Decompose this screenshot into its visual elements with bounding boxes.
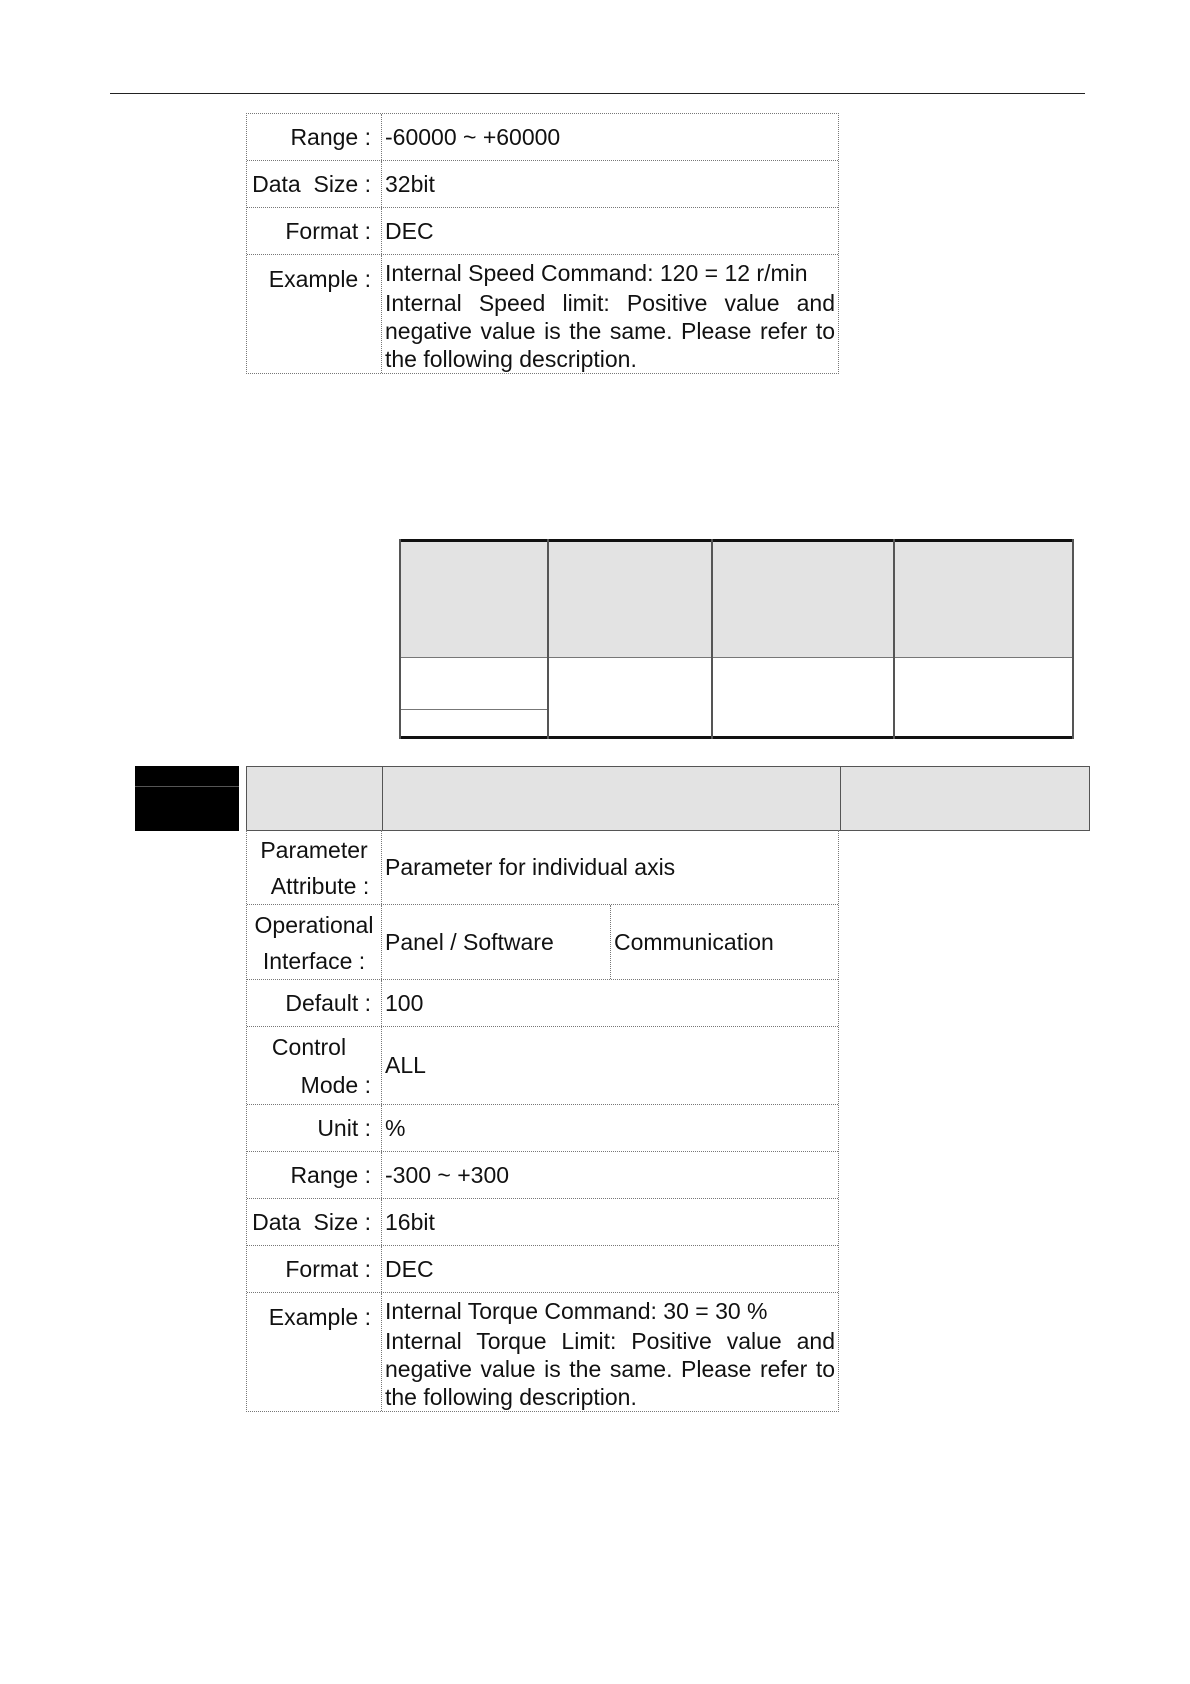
- example-text: Internal Speed limit: Positive value and negative value is the same. Please refer to the following description.: [385, 290, 835, 372]
- grid-top-border: [399, 539, 1074, 542]
- blank-grid-table: [399, 539, 1074, 739]
- header-cell-2: [382, 766, 841, 831]
- grid-header-bottom: [399, 657, 1074, 658]
- example2-value: [382, 1293, 838, 1411]
- example2-row: [247, 1293, 838, 1411]
- data-size-row: [247, 161, 838, 208]
- control-mode-label-line1: Control: [271, 1034, 347, 1060]
- range2-value: -300 ~ +300: [385, 1161, 510, 1188]
- attribute-label-line1: Parameter: [260, 837, 368, 863]
- range-row: [247, 114, 838, 161]
- control-mode-row: [247, 1027, 838, 1105]
- header-cell-3: [840, 766, 1090, 831]
- unit-label: Unit :: [247, 1105, 382, 1151]
- grid-header-bg: [399, 541, 1074, 658]
- unit-row: [247, 1105, 838, 1152]
- example2-line1: Internal Torque Command: 30 = 30 %: [385, 1298, 768, 1324]
- parameter-code-block: [135, 766, 239, 831]
- example-row: [247, 255, 838, 373]
- interface-label-line2: Interface :: [262, 948, 366, 974]
- format-value: DEC: [385, 217, 434, 244]
- grid-col-line-4: [1072, 539, 1074, 739]
- default-value: 100: [385, 989, 424, 1016]
- range-label: Range :: [247, 114, 382, 160]
- top-rule: [110, 93, 1085, 94]
- example-value: [382, 255, 838, 373]
- default-row: [247, 980, 838, 1027]
- control-mode-label-line2: Mode :: [300, 1072, 371, 1098]
- interface-value-comm: Communication: [614, 928, 774, 955]
- attribute-value: Parameter for individual axis: [385, 853, 676, 880]
- format-label: Format :: [247, 208, 382, 254]
- torque-parameter-table: [246, 830, 839, 1412]
- grid-col-line-1: [547, 539, 549, 739]
- format2-label: Format :: [247, 1246, 382, 1292]
- example-label: Example :: [247, 255, 382, 373]
- default-label: Default :: [247, 980, 382, 1026]
- grid-col-line-2: [711, 539, 713, 739]
- interface-value-panel: Panel / Software: [382, 905, 611, 979]
- grid-col-line-0: [399, 539, 401, 739]
- speed-parameter-table: [246, 113, 839, 374]
- example-line1: Internal Speed Command: 120 = 12 r/min: [385, 260, 808, 286]
- interface-row: [247, 905, 838, 980]
- range-value: -60000 ~ +60000: [385, 123, 561, 150]
- attribute-label-line2: Attribute :: [270, 873, 370, 899]
- data-size-label: Data Size :: [247, 161, 382, 207]
- range2-label: Range :: [247, 1152, 382, 1198]
- grid-sub-row-line: [399, 709, 547, 710]
- unit-value: %: [385, 1114, 406, 1141]
- attribute-row: [247, 830, 838, 905]
- grid-bottom-border: [399, 736, 1074, 739]
- range2-row: [247, 1152, 838, 1199]
- format-row: [247, 208, 838, 255]
- data-size2-value: 16bit: [385, 1208, 435, 1235]
- format2-value: DEC: [385, 1255, 434, 1282]
- data-size2-label: Data Size :: [247, 1199, 382, 1245]
- data-size2-row: [247, 1199, 838, 1246]
- attribute-label: [247, 830, 382, 904]
- interface-label-line1: Operational: [254, 912, 374, 938]
- format2-row: [247, 1246, 838, 1293]
- control-mode-value: ALL: [385, 1052, 426, 1078]
- control-mode-label: [247, 1027, 382, 1104]
- grid-col-line-3: [893, 539, 895, 739]
- interface-label: [247, 905, 382, 979]
- data-size-value: 32bit: [385, 170, 435, 197]
- example2-label: Example :: [247, 1293, 382, 1411]
- example2-text: Internal Torque Limit: Positive value and negative value is the same. Please refer to the following description.: [385, 1328, 835, 1410]
- header-cell-1: [246, 766, 383, 831]
